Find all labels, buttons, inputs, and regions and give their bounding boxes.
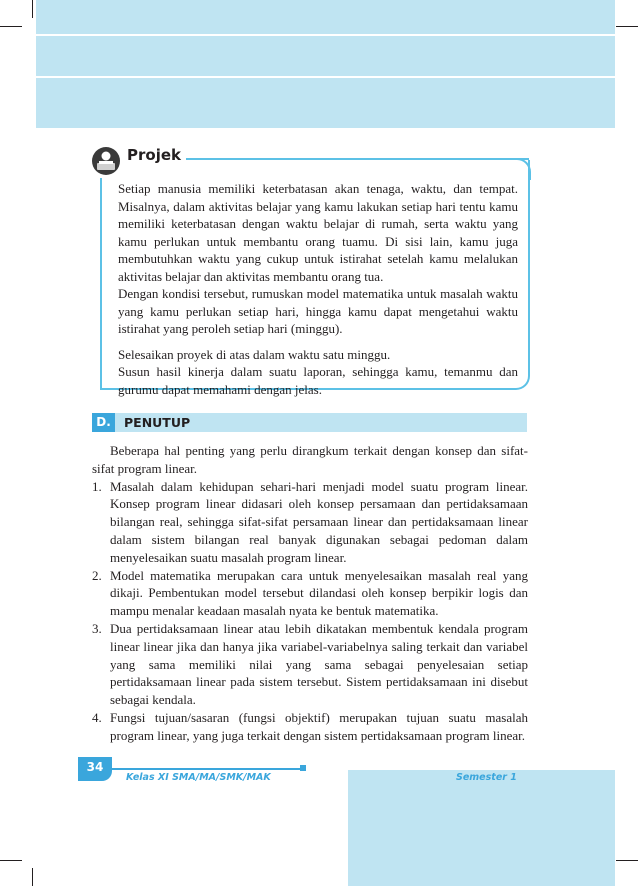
crop-mark bbox=[616, 26, 638, 27]
projek-paragraph: Dengan kondisi tersebut, rumuskan model matematika untuk masalah waktu yang kamu perlukan setiap hari, hingga kamu dapat mengetahui waktu istirahat yang peroleh setiap hari (minggu). bbox=[118, 286, 518, 336]
list-number: 4. bbox=[92, 709, 102, 725]
header-stripe bbox=[36, 76, 615, 78]
header-stripe bbox=[36, 34, 615, 36]
section-intro: Beberapa hal penting yang perlu dirangkum terkait dengan konsep dan sifat-sifat program linear. bbox=[92, 443, 528, 476]
list-item bbox=[92, 478, 528, 567]
list-number: 1. bbox=[92, 478, 102, 494]
section-title: PENUTUP bbox=[124, 415, 191, 430]
list-text: Masalah dalam kehidupan sehari-hari menjadi model suatu program linear. Konsep program linear didasari oleh konsep persamaan dan pertidaksamaan bilangan real, sehingga sifat-sifat persamaan linear dan pertidaksamaan linear dalam sistem bilangan real banyak digunakan sebagai pedoman dalam menyelesaikan suatu masalah program linear. bbox=[110, 478, 528, 565]
crop-mark bbox=[0, 860, 22, 861]
list-number: 3. bbox=[92, 620, 102, 636]
summary-list bbox=[92, 478, 528, 745]
person-at-desk-icon bbox=[91, 146, 121, 176]
crop-mark bbox=[32, 0, 33, 18]
crop-mark bbox=[616, 860, 638, 861]
list-text: Dua pertidaksamaan linear atau lebih dikatakan membentuk kendala program linear linear jika dan hanya jika variabel-variabelnya saling terkait dan variabel yang sama memiliki nilai yang sama sebagai penyelesaian setiap pertidaksamaan linear pada sistem tersebut. Sistem pertidaksamaan ini disebut sebagai kendala. bbox=[110, 620, 528, 708]
projek-paragraph: Selesaikan proyek di atas dalam waktu satu minggu. bbox=[118, 346, 391, 362]
section-letter: D. bbox=[92, 413, 115, 432]
list-text: Model matematika merupakan cara untuk menyelesaikan masalah real yang dikaji. Pembentukan model tersebut dilandasi oleh konsep berpikir logis dan mampu menalar keadaan masalah nyata ke bentuk matematika. bbox=[110, 567, 528, 619]
footer-rule-end bbox=[300, 765, 306, 771]
list-item bbox=[92, 567, 528, 620]
list-number: 2. bbox=[92, 567, 102, 583]
page-number: 34 bbox=[86, 760, 104, 774]
footer-rule bbox=[112, 768, 302, 770]
crop-mark bbox=[0, 26, 22, 27]
crop-mark bbox=[32, 868, 33, 886]
list-item bbox=[92, 709, 528, 745]
semester-label: Semester 1 bbox=[456, 772, 517, 783]
list-text: Fungsi tujuan/sasaran (fungsi objektif) merupakan tujuan suatu masalah program linear, yang juga terkait dengan sistem pertidaksamaan program linear. bbox=[110, 709, 528, 743]
header-band bbox=[36, 0, 615, 128]
projek-paragraph: Susun hasil kinerja dalam suatu laporan, sehingga kamu, temanmu dan gurumu dapat memahami dengan jelas. bbox=[118, 364, 518, 397]
projek-paragraph: Setiap manusia memiliki keterbatasan akan tenaga, waktu, dan tempat. Misalnya, dalam aktivitas belajar yang kamu lakukan setiap hari tentu kamu memiliki keterbatasan dengan waktu belajar di rumah, serta waktu yang kamu perlukan untuk membantu orang tuamu. Di sisi lain, kamu juga membutuhkan waktu yang cukup untuk istirahat setelah kamu melalukan aktivitas belajar dan aktivitas membantu orang tua. bbox=[118, 181, 518, 284]
list-item bbox=[92, 620, 528, 709]
section-body bbox=[92, 442, 528, 745]
projek-text bbox=[118, 180, 518, 398]
projek-title: Projek bbox=[127, 146, 181, 164]
book-title: Kelas XI SMA/MA/SMK/MAK bbox=[126, 772, 271, 783]
footer-band bbox=[348, 780, 615, 886]
